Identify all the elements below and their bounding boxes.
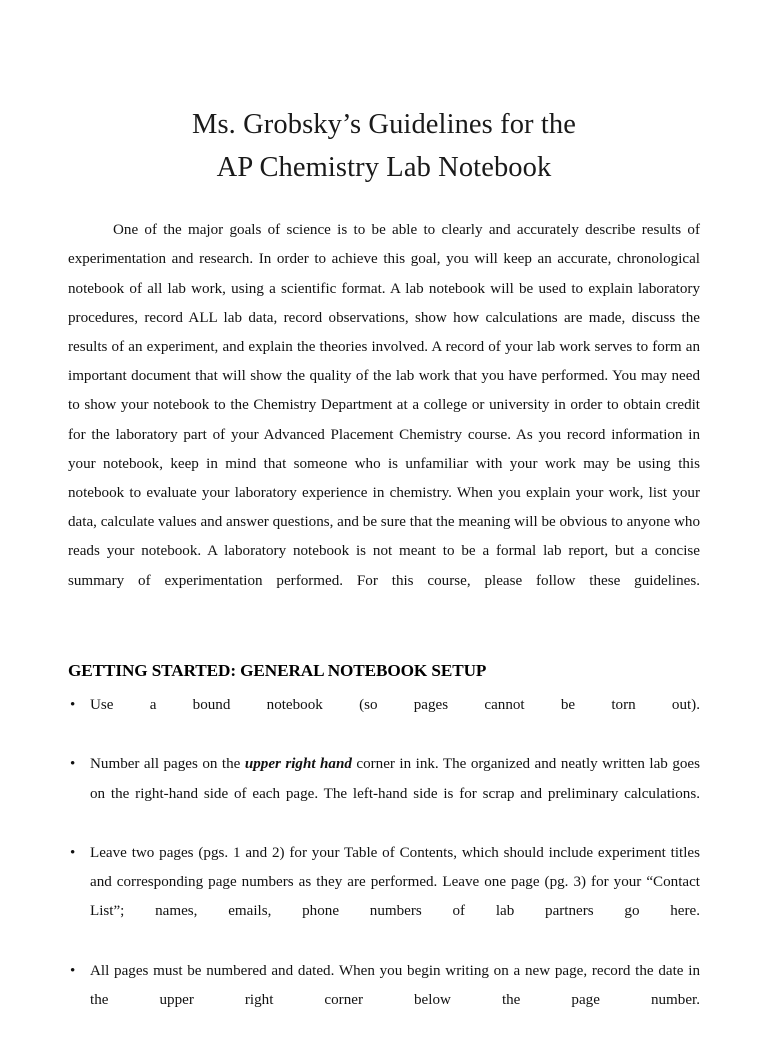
bullet-icon: •: [70, 696, 76, 713]
list-item-emphasis: upper right hand: [244, 756, 352, 773]
list-item: [68, 691, 700, 749]
general-notebook-setup-list: [68, 691, 700, 1044]
intro-paragraph: One of the major goals of science is to be able to clearly and accurately describe results of experimentation and research. In order to achieve this goal, you will keep an accurate, chronological notebook of all lab work, using a scientific format. A lab notebook will be used to explain laboratory procedures, record ALL lab data, record observations, show how calculations are made, discuss the results of an experiment, and explain the theories involved. A record of your lab work serves to form an important document that will show the quality of the lab work that you have performed. You may need to show your notebook to the Chemistry Department at a college or university in order to obtain credit for the laboratory part of your Advanced Placement Chemistry course. As you record information in your notebook, keep in mind that someone who is unfamiliar with your work may be using this notebook to evaluate your laboratory experience in chemistry. When you explain your work, list your data, calculate values and answer questions, and be sure that the meaning will be obvious to anyone who reads your notebook. A laboratory notebook is not meant to be a formal lab report, but a concise summary of experimentation performed. For this course, please follow these guidelines.: [68, 222, 700, 589]
page-title: [68, 19, 700, 189]
section-heading-getting-started: GETTING STARTED: GENERAL NOTEBOOK SETUP: [68, 660, 487, 680]
bullet-icon: •: [70, 962, 76, 979]
list-item-text: [90, 750, 700, 838]
title-line-2: AP Chemistry Lab Notebook: [216, 152, 552, 184]
list-item-text: All pages must be numbered and dated. When you begin writing on a new page, record the date in the upper right corner below the page number.: [90, 962, 700, 1008]
bullet-icon: •: [70, 756, 76, 773]
list-item-text: Use a bound notebook (so pages cannot be torn out).: [90, 696, 700, 713]
bullet-icon: •: [70, 844, 76, 861]
list-item-text-before-emphasis: Number all pages on the: [90, 756, 245, 773]
list-item: [68, 957, 700, 1044]
list-item: [68, 750, 700, 838]
title-line-1: Ms. Grobsky’s Guidelines for the: [192, 109, 576, 141]
list-item-text-after-emphasis: corner in ink. The organized and neatly written lab goes on the right-hand side of each page. The left-hand side is for scrap and preliminary calculations.: [90, 756, 700, 802]
list-item-text: Leave two pages (pgs. 1 and 2) for your Table of Contents, which should include experiment titles and corresponding page numbers as they are performed. Leave one page (pg. 3) for your “Contact List”; names, emails, phone numbers of lab partners go here.: [90, 844, 700, 920]
document-page: [0, 19, 768, 1013]
list-item: [68, 839, 700, 956]
